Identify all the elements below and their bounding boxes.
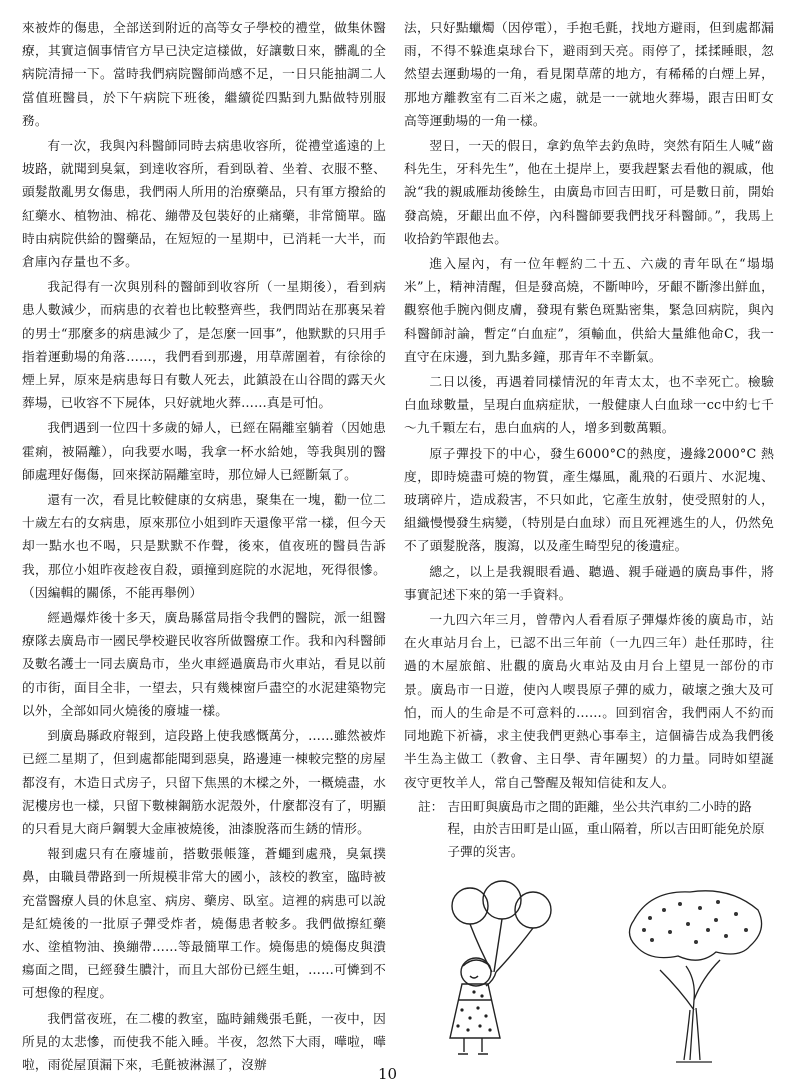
girl-with-balloons-illustration bbox=[430, 880, 580, 1060]
paragraph: 我記得有一次與別科的醫師到收容所（一星期後），看到病患人數減少，而病患的衣着也比較整齊些，我們問站在那裏呆着的男士“那麼多的病患減少了，是怎麼一回事”，他默默的只用手指着運動場的角落……，我們看到那邊，用草蓆圍着，有徐徐的煙上昇，原來是病患每日有數人死去，此鎮設在山谷間的露天火葬場，已收容不下屍体，只好就地火葬……真是可怕。 bbox=[22, 279, 386, 411]
paragraph: 報到處只有在廢墟前，搭數張帳篷，蒼蠅到處飛，臭氣撲鼻，由職員帶路到一所規模非常大的國小，該校的教室，臨時被充當醫療人員的休息室、病房、藥房、臥室。這裡的病患可以說是紅燒後的一批原子彈受炸者，燒傷患者較多。我們做擦紅藥水、塗植物油、換繃帶……等最簡單工作。燒傷患的燒傷皮與潰瘍面之間，已經發生膿汁，而且大部份已經生蛆，……可憐到不可想像的程度。 bbox=[22, 846, 386, 1001]
paragraph: 有一次，我與內科醫師同時去病患收容所，從禮堂遙遠的上坡路，就聞到臭氣，到達收容所，看到臥着、坐着、衣服不整、頭髮散亂男女傷患，我們兩人所用的治療藥品，只有軍方撥給的紅藥水、植物油、棉花、繃帶及包裝好的止痛藥，非常簡單。臨時由病院供給的醫藥品，在短短的一星期中，已消耗一大半，而倉庫內存量也不多。 bbox=[22, 138, 386, 270]
paragraph: 我們遇到一位四十多歲的婦人，已經在隔離室躺着（因她患霍痢，被隔離），向我要水喝，我拿一杯水給她，等我與別的醫師處理好傷傷，回來探訪隔離室時，那位婦人已經斷氣了。 bbox=[22, 420, 386, 482]
paragraph: 原子彈投下的中心，發生6000°C的熱度，邊緣2000°C 熱度，即時燒盡可燒的物質，產生爆風，亂飛的石頭片、水泥塊、玻璃碎片，造成殺害，不只如此，它產生放射，使受照射的人，組織慢慢發生病變，（特別是白血球）而且死裡逃生的人，仍然免不了頭髮脫落，腹瀉，以及產生畸型兒的後遺症。 bbox=[404, 445, 774, 554]
footnote-text: 吉田町與廣島市之間的距離，坐公共汽車約二小時的路程，由於吉田町是山區，重山隔着，所以吉田町能免於原子彈的災害。 bbox=[447, 798, 765, 859]
paragraph: 還有一次，看見比較健康的女病患，聚集在一塊，勸一位二十歲左右的女病患，原來那位小姐到昨天還像平常一樣，但今天却一點水也不喝，只是默默不作聲，後來，值夜班的醫員告訴我，那位小姐昨夜趁夜自殺，頭撞到庭院的水泥地，死得很慘。（因編輯的關係，不能再舉例） bbox=[22, 492, 386, 600]
paragraph: 法，只好點蠟燭（因停電），手抱毛氈，找地方避雨，但到處都漏雨，不得不躲進桌球台下，避雨到天亮。雨停了，揉揉睡眼，忽然望去運動場的一角，看見閑草蓆的地方，有稀稀的白煙上昇，那地方離教室有二百米之處，就是一一就地火葬場，跟吉田町女高等運動場的一角一樣。 bbox=[404, 20, 774, 128]
paragraph: 二日以後，再遇着同樣情況的年青太太，也不幸死亡。檢驗白血球數量，呈現白血病症狀，一般健康人白血球一cc中約七千～九千顆左右，患白血病的人，增多到數萬顆。 bbox=[404, 374, 774, 436]
right-column bbox=[404, 16, 774, 863]
tree-illustration bbox=[620, 880, 770, 1065]
paragraph: 總之，以上是我親眼看過、聽過、親手碰過的廣島事件，將事實記述下來的第一手資料。 bbox=[404, 563, 774, 602]
paragraph: 一九四六年三月，曾帶內人看看原子彈爆炸後的廣島市，站在火車站月台上，已認不出三年前（一九四三年）赴任那時，往過的木屋旅館、壯觀的廣島火車站及由月台上望見一部份的市景。廣島市一日遊，使內人喫畏原子彈的威力，破壞之強大及可怕，而人的生命是不可意料的……。回到宿舍，我們兩人不約而同地跪下祈禱，求主使我們更熱心事奉主，這個禱告成為我們後半生為主做工（教會、主日學、青年團契）的力量。同時如望誕夜守更牧羊人，常自己警醒及報知信徒和友人。 bbox=[404, 612, 774, 790]
paragraph: 翌日，一天的假日，拿釣魚竿去釣魚時，突然有陌生人喊“齒科先生，牙科先生”，他在土提岸上，要我趕緊去看他的親戚，他說“我的親戚雁劫後餘生，由廣島市回吉田町，可是數日前，開始發高燒，牙齦出血不停，內科醫師要我們找牙科醫師。”，我馬上收拾釣竿跟他去。 bbox=[404, 138, 774, 246]
paragraph: 來被炸的傷患，全部送到附近的高等女子學校的禮堂，做集休醫療，其實這個事情官方早已決定這樣做，好讓數日來，髒亂的全病院清掃一下。當時我們病院醫師尚感不足，一日只能抽調二人當值班醫員，於下午病院下班後，繼續從四點到九點做特別服務。 bbox=[22, 20, 386, 128]
page-number: 10 bbox=[378, 1065, 398, 1083]
footnote-label: 註： bbox=[418, 798, 444, 814]
paragraph: 我們當夜班，在二樓的教室，臨時鋪幾張毛氈，一夜中，因所見的太悲慘，而使我不能入睡。半夜，忽然下大雨，嘩啦，嘩啦，雨從屋頂漏下來，毛氈被淋濕了，沒辦 bbox=[22, 1010, 386, 1072]
paragraph: 到廣島縣政府報到，這段路上使我感慨萬分，……雖然被炸已經二星期了，但到處都能聞到惡臭，路邊連一棟較完整的房屋都沒有，木造日式房子，只留下焦黑的木樑之外，一概燒盡，水泥樓房也一樣，只留下數棟鋼筋水泥殼外，什麼都沒有了，明顯的只看見大商戶鋼製大金庫被燒後，油漆脫落而生銹的情形。 bbox=[22, 728, 386, 836]
paragraph: 進入屋內，有一位年輕約二十五、六歲的青年臥在“塌塌米”上，精神清醒，但是發高燒，不斷呻吟，牙齦不斷滲出鮮血，觀察他手腕內側皮膚，發現有紫色斑點密集，緊急回病院，與內科醫師討論，暫定“白血症”，須輸血，供給大量維他命C，我一直守在床邊，到九點多鐘，那青年不幸斷氣。 bbox=[404, 256, 774, 364]
footnote bbox=[418, 796, 774, 864]
paragraph: 經過爆炸後十多天，廣島縣當局指令我們的醫院，派一組醫療隊去廣島市一國民學校避民收容所做醫療工作。我和內科醫師及數名護士一同去廣島市，坐火車經過廣島市火車站，看見以前的市街，面目全非，一望去，只有幾棟窗戶盡空的水泥建築物完以外，全部如同火燒後的廢墟一樣。 bbox=[22, 610, 386, 718]
left-column bbox=[22, 16, 386, 1078]
